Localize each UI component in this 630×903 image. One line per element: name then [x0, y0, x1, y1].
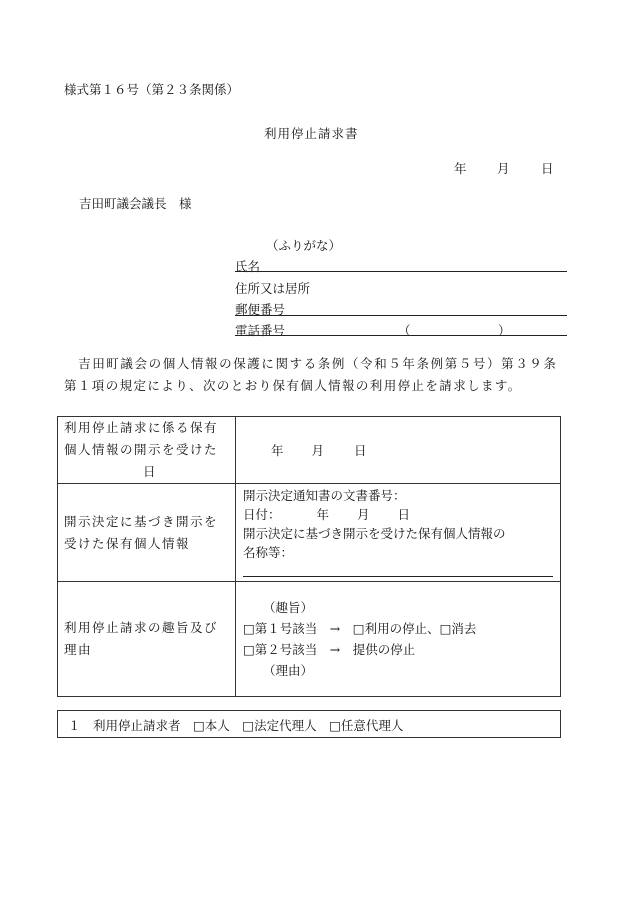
request-table	[57, 416, 561, 697]
disclosed-info-field[interactable]	[236, 484, 561, 582]
year-label: 年	[271, 442, 284, 458]
postal-label: 郵便番号	[235, 302, 286, 317]
date-month: 月	[497, 161, 510, 176]
body-text-line2: 第１項の規定により、次のとおり保有個人情報の利用停止を請求します。	[64, 378, 522, 393]
label-line: 日	[143, 464, 158, 479]
addressee: 吉田町議会議長 様	[79, 196, 192, 211]
label-line: 開示決定に基づき開示を	[64, 513, 219, 529]
address-label: 住所又は居所	[235, 281, 311, 296]
table-row	[58, 417, 561, 484]
date-label: 日付：	[243, 507, 281, 522]
table-row	[58, 582, 561, 697]
year-label: 年	[316, 507, 330, 522]
month-label: 月	[357, 507, 370, 522]
date-year: 年	[454, 161, 467, 176]
day-label: 日	[354, 442, 367, 458]
date-day: 日	[541, 161, 554, 176]
received-date-field[interactable]	[236, 417, 561, 484]
option-1-checkbox[interactable]: □第１号該当 → □利用の停止、□消去	[243, 621, 477, 636]
label-line: 理由	[64, 642, 93, 657]
purpose-reason-field[interactable]	[236, 582, 561, 697]
name-label: 氏名	[235, 259, 261, 274]
body-text-line1: 吉田町議会の個人情報の保護に関する条例（令和５年条例第５号）第３９条	[64, 356, 558, 371]
disclosure-date-line	[243, 505, 553, 524]
info-name-label: 開示決定に基づき開示を受けた保有個人情報の	[243, 526, 506, 541]
purpose-reason-label	[58, 582, 236, 697]
phone-paren-open: （	[398, 323, 411, 338]
postal-field-line[interactable]	[235, 315, 567, 316]
received-date-label	[58, 417, 236, 484]
label-line: 利用停止請求の趣旨及び	[64, 620, 219, 635]
furigana-label: （ふりがな）	[266, 238, 342, 253]
doc-number-label: 開示決定通知書の文書番号：	[243, 488, 406, 503]
day-label: 日	[397, 507, 411, 522]
page-title: 利用停止請求書	[264, 126, 359, 141]
disclosed-info-label	[58, 484, 236, 582]
table-row	[58, 484, 561, 582]
requester-box	[57, 710, 561, 738]
name-field-line[interactable]	[235, 271, 567, 272]
phone-field-line[interactable]	[235, 335, 567, 336]
month-label: 月	[311, 442, 325, 458]
option-2-checkbox[interactable]: □第２号該当 → 提供の停止	[243, 642, 416, 657]
label-line: 利用停止請求に係る保有	[64, 420, 219, 435]
phone-label: 電話番号	[235, 323, 286, 338]
info-name-label-2: 名称等：	[243, 545, 294, 560]
label-line: 受けた保有個人情報	[64, 535, 191, 551]
label-line: 個人情報の開示を受けた	[64, 442, 219, 457]
form-number: 様式第１６号（第２３条関係）	[64, 82, 240, 97]
reason-heading: （理由）	[263, 663, 314, 678]
phone-paren-close: ）	[498, 323, 511, 338]
purpose-heading: （趣旨）	[263, 600, 314, 615]
info-name-line[interactable]	[243, 576, 553, 577]
requester-type-options[interactable]: １ 利用停止請求者 □本人 □法定代理人 □任意代理人	[68, 718, 404, 733]
